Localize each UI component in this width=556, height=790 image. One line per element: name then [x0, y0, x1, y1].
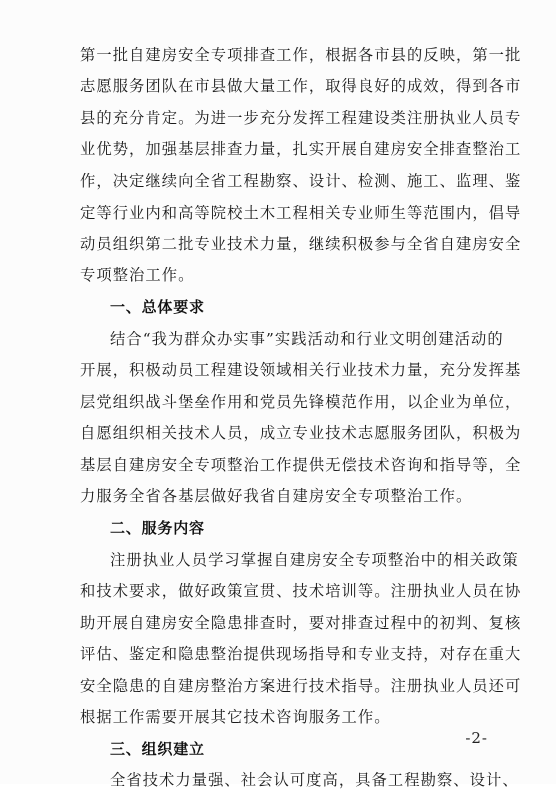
paragraph-line: 评估、鉴定和隐患整治提供现场指导和专业支持，对存在重大 — [80, 645, 522, 663]
paragraph-line: 志愿服务团队在市县做大量工作，取得良好的成效，得到各市 — [80, 77, 522, 95]
paragraph-line: 自愿组织相关技术人员，成立专业技术志愿服务团队，积极为 — [80, 424, 522, 442]
paragraph-line: 专项整治工作。 — [80, 266, 195, 284]
paragraph-line: 第一批自建房安全专项排查工作，根据各市县的反映，第一批 — [80, 46, 522, 64]
section-heading-general-requirements: 一、总体要求 — [110, 298, 205, 316]
page-number: -2- — [465, 729, 488, 747]
paragraph-line: 层党组织战斗堡垒作用和党员先锋模范作用，以企业为单位， — [80, 393, 522, 411]
paragraph-line: 助开展自建房安全隐患排查时，要对排查过程中的初判、复核 — [80, 614, 522, 632]
paragraph-line: 全省技术力量强、社会认可度高，具备工程勘察、设计、 — [110, 771, 519, 789]
paragraph-line: 动员组织第二批专业技术力量，继续积极参与全省自建房安全 — [80, 235, 522, 253]
paragraph-line: 业优势，加强基层排查力量，扎实开展自建房安全排查整治工 — [80, 140, 522, 158]
paragraph-line: 县的充分肯定。为进一步充分发挥工程建设类注册执业人员专 — [80, 109, 522, 127]
section-heading-service-content: 二、服务内容 — [110, 519, 205, 537]
paragraph-line: 力服务全省各基层做好我省自建房安全专项整治工作。 — [80, 487, 473, 505]
paragraph-line: 基层自建房安全专项整治工作提供无偿技术咨询和指导等，全 — [80, 456, 522, 474]
paragraph-line: 作，决定继续向全省工程勘察、设计、检测、施工、监理、鉴 — [80, 172, 522, 190]
paragraph-line: 根据工作需要开展其它技术咨询服务工作。 — [80, 708, 391, 726]
paragraph-line: 定等行业内和高等院校土木工程相关专业师生等范围内，倡导 — [80, 204, 522, 222]
paragraph-line: 安全隐患的自建房整治方案进行技术指导。注册执业人员还可 — [80, 677, 522, 695]
paragraph-line: 结合“我为群众办实事”实践活动和行业文明创建活动的 — [110, 330, 504, 348]
paragraph-line: 注册执业人员学习掌握自建房安全专项整治中的相关政策 — [110, 551, 519, 569]
paragraph-line: 开展，积极动员工程建设领域相关行业技术力量，充分发挥基 — [80, 361, 522, 379]
section-heading-organization: 三、组织建立 — [110, 740, 205, 758]
paragraph-line: 和技术要求，做好政策宣贯、技术培训等。注册执业人员在协 — [80, 582, 522, 600]
